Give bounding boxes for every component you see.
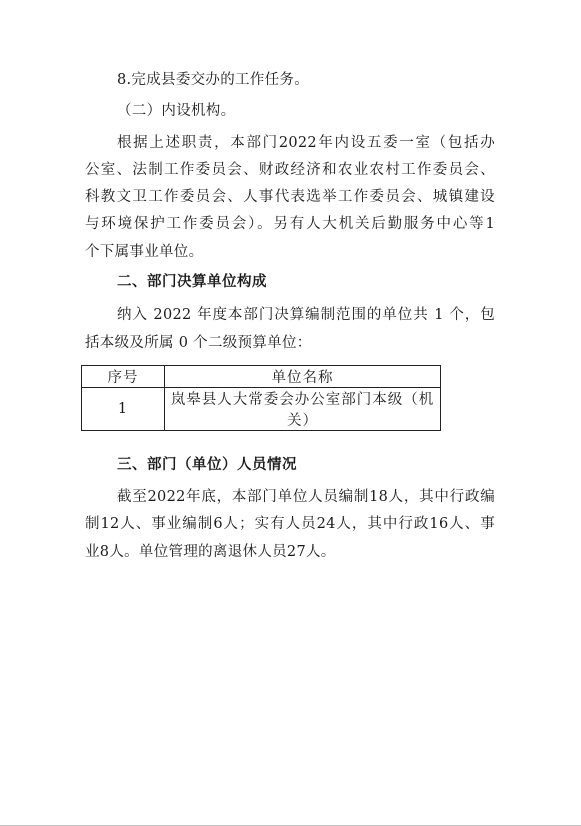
- table-header-unit-name: 单位名称: [165, 366, 441, 388]
- section-2-para-line-2: 括本级及所属 0 个二级预算单位：: [85, 335, 312, 351]
- table-header-index: 序号: [82, 366, 165, 388]
- internal-para-line-2: 公室、法制工作委员会、财政经济和农业农村工作委员会、: [85, 162, 495, 178]
- subsection-internal-structure-title: （二）内设机构。: [117, 103, 236, 119]
- internal-para-line-1: 根据上述职责，本部门2022年内设五委一室（包括办: [117, 135, 495, 151]
- budget-units-table: [81, 365, 441, 431]
- section-3-heading: 三、部门（单位）人员情况: [117, 457, 297, 473]
- table-row: [82, 388, 441, 431]
- section-3-para-line-2: 制12人、事业编制6人；实有人员24人，其中行政16人、事: [85, 516, 495, 532]
- table-header-row: [82, 366, 441, 388]
- internal-para-line-5: 个下属事业单位。: [85, 244, 204, 260]
- section-3-para-line-1: 截至2022年底，本部门单位人员编制18人，其中行政编: [117, 489, 495, 505]
- table-cell-unit-name: 岚皋县人大常委会办公室部门本级（机关）: [165, 388, 441, 431]
- section-3-para-line-3: 业8人。单位管理的离退休人员27人。: [85, 544, 336, 560]
- item-8-text: 8.完成县委交办的工作任务。: [117, 72, 310, 88]
- table-cell-index: 1: [82, 388, 165, 431]
- internal-para-line-3: 科教文卫工作委员会、人事代表选举工作委员会、城镇建设: [85, 189, 495, 205]
- section-2-heading: 二、部门决算单位构成: [117, 274, 267, 290]
- internal-para-line-4: 与环境保护工作委员会）。另有人大机关后勤服务中心等1: [85, 216, 495, 232]
- section-2-para-line-1: 纳入 2022 年度本部门决算编制范围的单位共 1 个，包: [117, 307, 495, 323]
